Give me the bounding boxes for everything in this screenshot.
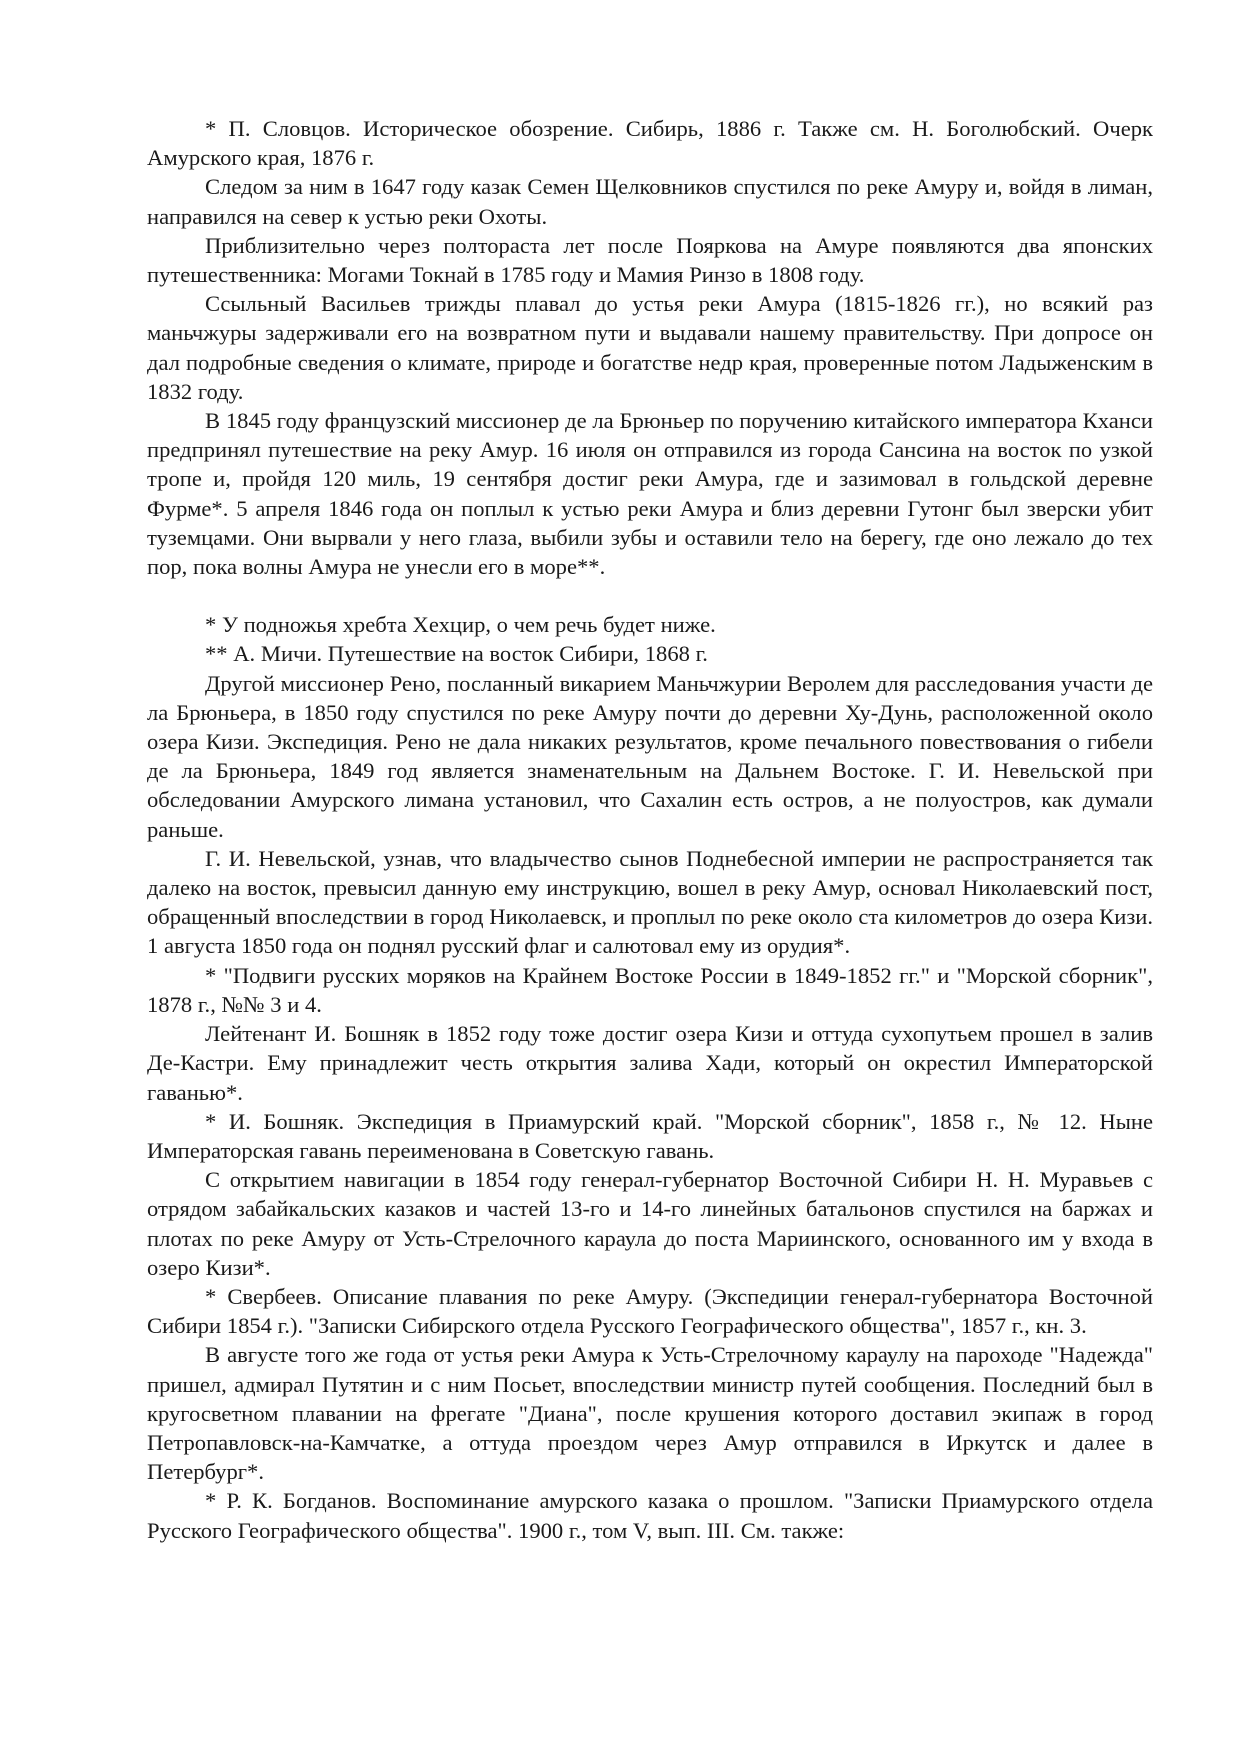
paragraph-vasiliev: Ссыльный Васильев трижды плавал до устья реки Амура (1815-1826 гг.), но всякий раз маньчжуры задерживали его на возвратном пути и выдавали нашему правительству. При допросе он дал подробные сведения о климате, природе и богатстве недр края, проверенные потом Ладыженским в 1832 году. (147, 291, 1153, 404)
footnote-sverbeev: * Свербеев. Описание плавания по реке Амуру. (Экспедиции генерал-губернатора Восточной Сибири 1854 г.). "Записки Сибирского отдела Русского Географического общества", 1857 г., кн. 3. (147, 1283, 1153, 1339)
footnote-bogdanov: * Р. К. Богданов. Воспоминание амурского казака о прошлом. "Записки Приамурского отдела Русского Географического общества". 1900 г., том V, вып. III. См. также: (147, 1488, 1153, 1543)
footnote-khekhtsir: * У подножья хребта Хехцир, о чем речь будет ниже. (205, 612, 716, 638)
footnote-michie: ** А. Мичи. Путешествие на восток Сибири, 1868 г. (205, 641, 708, 667)
paragraph-japanese-travelers: Приблизительно через полтораста лет после Пояркова на Амуре появляются два японских путешественника: Могами Токнай в 1785 году и Мамия Ринзо в 1808 году. (147, 232, 1153, 288)
footnote-slovtsov: * П. Словцов. Историческое обозрение. Сибирь, 1886 г. Также см. Н. Боголюбский. Очерк Амурского края, 1876 г. (147, 116, 1153, 171)
paragraph-shchelkovnikov: Следом за ним в 1647 году казак Семен Щелковников спустился по реке Амуру и, войдя в лиман, направился на север к устью реки Охоты. (147, 174, 1153, 229)
footnote-boshnyak: * И. Бошняк. Экспедиция в Приамурский край. "Морской сборник", 1858 г., № 12. Ныне Императорская гавань переименована в Советскую гавань. (147, 1108, 1153, 1163)
footnote-sailors: * "Подвиги русских моряков на Крайнем Востоке России в 1849-1852 гг." и "Морской сборник", 1878 г., №№ 3 и 4. (147, 962, 1153, 1017)
paragraph-muravyov: С открытием навигации в 1854 году генерал-губернатор Восточной Сибири Н. Н. Муравьев с отрядом забайкальских казаков и частей 13-го и 14-го линейных батальонов спустился на баржах и плотах по реке Амуру от Усть-Стрелочного караула до поста Мариинского, основанного им у входа в озеро Кизи*. (147, 1167, 1153, 1280)
document-page (147, 114, 1153, 1545)
paragraph-putyatin: В августе того же года от устья реки Амура к Усть-Стрелочному караулу на пароходе "Надежда" пришел, адмирал Путятин и с ним Посьет, впоследствии министр путей сообщения. Последний был в кругосветном плавании на фрегате "Диана", после крушения которого доставил экипаж в город Петропавловск-на-Камчатке, а оттуда проездом через Амур отправился в Иркутск и далее в Петербург*. (147, 1342, 1153, 1485)
paragraph-nevelskoy: Г. И. Невельской, узнав, что владычество сынов Поднебесной империи не распространяется так далеко на восток, превысил данную ему инструкцию, вошел в реку Амур, основал Николаевский пост, обращенный впоследствии в город Николаевск, и проплыл по реке около ста километров до озера Кизи. 1 августа 1850 года он поднял русский флаг и салютовал ему из орудия*. (147, 845, 1153, 959)
paragraph-reno: Другой миссионер Рено, посланный викарием Маньчжурии Веролем для расследования участи де ла Брюньера, в 1850 году спустился по реке Амуру почти до деревни Ху-Дунь, расположенной около озера Кизи. Экспедиция. Рено не дала никаких результатов, кроме печального повествования о гибели де ла Брюньера, 1849 год является знаменательным на Дальнем Востоке. Г. И. Невельской при обследовании Амурского лимана установил, что Сахалин есть остров, а не полуостров, как думали раньше. (147, 670, 1153, 842)
paragraph-de-la-brunier: В 1845 году французский миссионер де ла Брюньер по поручению китайского императора Кханси предпринял путешествие на реку Амур. 16 июля он отправился из города Сансина на восток по узкой тропе и, пройдя 120 миль, 19 сентября достиг реки Амура, где и зазимовал в гольдской деревне Фурме*. 5 апреля 1846 года он поплыл к устью реки Амура и близ деревни Гутонг был зверски убит туземцами. Они вырвали у него глаза, выбили зубы и оставили тело на берегу, где оно лежало до тех пор, пока волны Амура не унесли его в море**. (147, 408, 1153, 580)
paragraph-boshnyak: Лейтенант И. Бошняк в 1852 году тоже достиг озера Кизи и оттуда сухопутьем прошел в залив Де-Кастри. Ему принадлежит честь открытия залива Хади, который он окрестил Императорской гаванью*. (147, 1021, 1153, 1105)
section-gap (147, 581, 1153, 610)
